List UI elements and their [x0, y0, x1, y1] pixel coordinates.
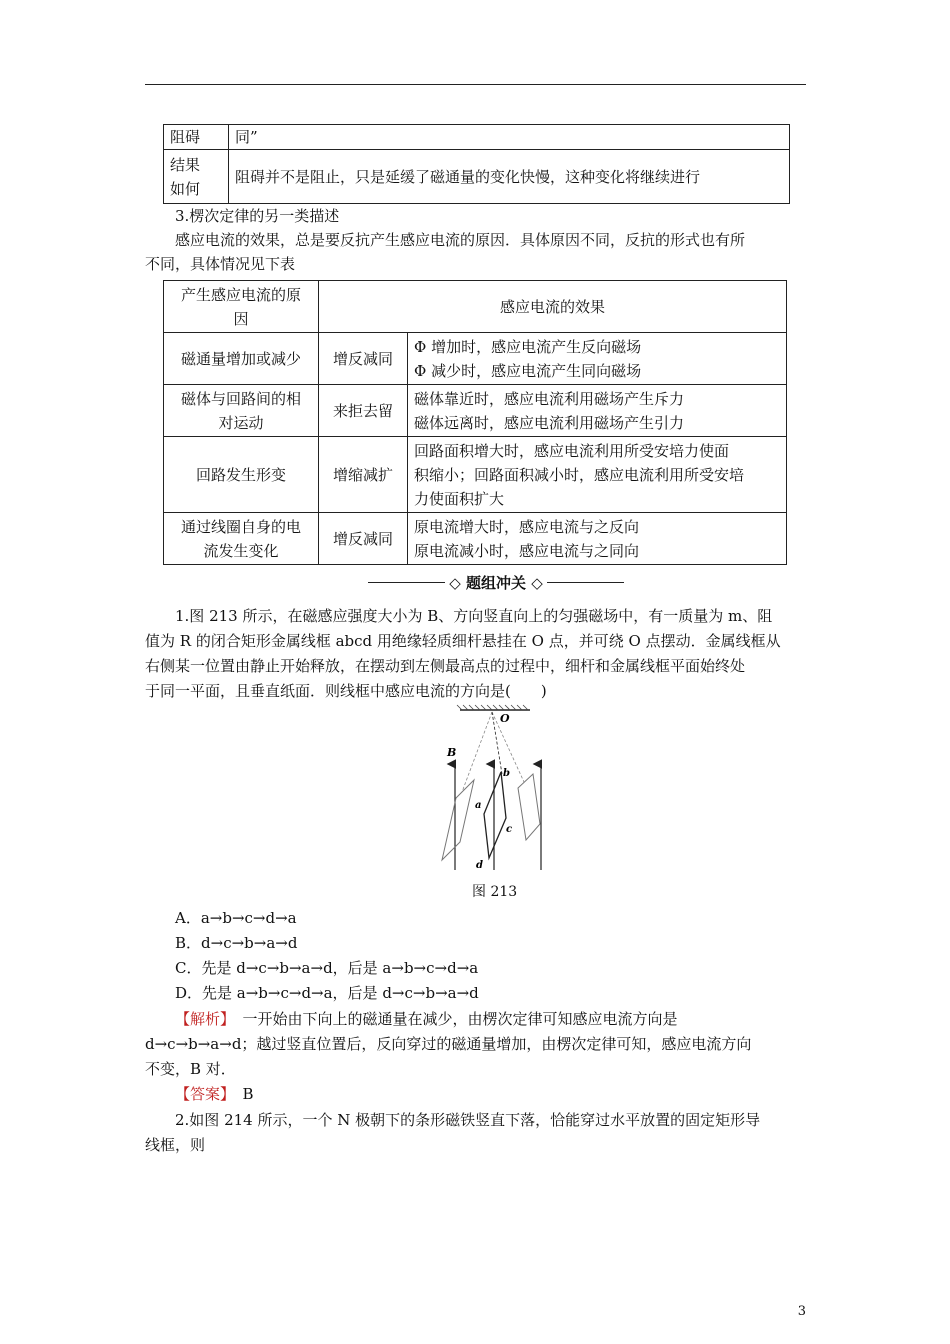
row-text-result: 阻碍并不是阻止，只是延缓了磁通量的变化快慢，这种变化将继续进行 [229, 150, 790, 204]
analysis [175, 1007, 678, 1031]
option-d: D．先是 a→b→c→d→a，后是 d→c→b→a→d [175, 984, 479, 1002]
effect-cell [408, 437, 787, 513]
header-rule [145, 84, 806, 85]
question-text: 值为 R 的闭合矩形金属线框 abcd 用绝缘轻质细杆悬挂在 O 点，并可绕 O 点摆动．金属线框从 [145, 632, 781, 650]
cell-line: 原电流减小时，感应电流与之同向 [414, 541, 640, 560]
cell-line: 磁体靠近时，感应电流利用磁场产生斥力 [414, 389, 685, 408]
banner-title: ◇ 题组冲关 ◇ [449, 573, 543, 592]
cell-line: 原电流增大时，感应电流与之反向 [414, 517, 640, 536]
section-title: 3.楞次定律的另一类描述 [175, 207, 340, 225]
cell-line: 对运动 [218, 413, 264, 432]
cause-cell [164, 385, 319, 437]
row-label-hinder: 阻碍 [164, 125, 229, 150]
label-d: d [476, 860, 483, 871]
rule-cell: 增反减同 [319, 513, 408, 565]
analysis-tag: 【解析】 [175, 1010, 228, 1028]
option-b: B．d→c→b→a→d [175, 934, 298, 952]
cause-cell: 磁通量增加或减少 [164, 333, 319, 385]
banner-rule-left [368, 582, 445, 583]
continued-table [163, 124, 790, 204]
analysis-text: 一开始由下向上的磁通量在减少，由楞次定律可知感应电流方向是 [227, 1010, 678, 1028]
cell-line: 因 [233, 309, 249, 328]
effect-cell [408, 513, 787, 565]
cell-line: 流发生变化 [203, 541, 279, 560]
section-intro: 感应电流的效果，总是要反抗产生感应电流的原因．具体原因不同，反抗的形式也有所 [175, 231, 746, 249]
rule-cell: 来拒去留 [319, 385, 408, 437]
label-a: a [475, 800, 482, 811]
question-text: 1.图 213 所示，在磁感应强度大小为 B、方向竖直向上的匀强磁场中，有一质量为 m、阻 [175, 607, 773, 625]
cell-line: 通过线圈自身的电 [180, 517, 301, 536]
banner-rule-right [547, 582, 624, 583]
answer [175, 1082, 254, 1106]
row-text-hinder: 同” [229, 125, 790, 150]
cell-line: 磁体远离时，感应电流利用磁场产生引力 [414, 413, 685, 432]
effects-table [163, 280, 787, 565]
label-b-field: B [447, 746, 457, 759]
label-line: 如何 [170, 179, 201, 198]
label-c: c [506, 824, 513, 835]
figure-caption: 图 213 [472, 884, 518, 900]
table-row [164, 385, 787, 437]
table-row [164, 513, 787, 565]
row-label-result [164, 150, 229, 204]
analysis-text: 不变，B 对． [145, 1060, 236, 1078]
cell-line: Φ 减少时，感应电流产生同向磁场 [414, 361, 642, 380]
page-number: 3 [797, 1304, 806, 1319]
table-row [164, 437, 787, 513]
question-text: 于同一平面，且垂直纸面．则线框中感应电流的方向是( ) [145, 682, 547, 700]
table-row [164, 333, 787, 385]
question-text: 右侧某一位置由静止开始释放，在摆动到左侧最高点的过程中，细杆和金属线框平面始终处 [145, 657, 746, 675]
cause-cell: 回路发生形变 [164, 437, 319, 513]
question-text: 线框，则 [145, 1136, 206, 1154]
header-cause [164, 281, 319, 333]
option-c: C．先是 d→c→b→a→d，后是 a→b→c→d→a [175, 959, 479, 977]
cell-line: 回路面积增大时，感应电流利用所受安培力使面 [414, 441, 730, 460]
rule-cell: 增反减同 [319, 333, 408, 385]
analysis-text: d→c→b→a→d；越过竖直位置后，反向穿过的磁通量增加，由楞次定律可知，感应电流方向 [145, 1035, 752, 1053]
cause-cell [164, 513, 319, 565]
rule-cell: 增缩减扩 [319, 437, 408, 513]
cell-line: 产生感应电流的原 [180, 285, 301, 304]
cell-line: 力使面积扩大 [414, 489, 505, 508]
answer-value: B [227, 1085, 254, 1103]
section-banner [368, 570, 624, 594]
pendulum-figure [430, 704, 560, 876]
option-a: A．a→b→c→d→a [175, 909, 297, 927]
header-effect: 感应电流的效果 [319, 281, 787, 333]
effect-cell [408, 385, 787, 437]
cell-line: Φ 增加时，感应电流产生反向磁场 [414, 337, 642, 356]
cell-line: 积缩小；回路面积减小时，感应电流利用所受安培 [414, 465, 745, 484]
question-text: 2.如图 214 所示，一个 N 极朝下的条形磁铁竖直下落，恰能穿过水平放置的固定矩形导 [175, 1111, 761, 1129]
section-intro: 不同，具体情况见下表 [145, 255, 296, 273]
label-line: 结果 [170, 155, 201, 174]
effect-cell [408, 333, 787, 385]
label-o: O [500, 712, 510, 725]
cell-line: 磁体与回路间的相 [180, 389, 301, 408]
label-b: b [503, 768, 510, 779]
answer-tag: 【答案】 [175, 1085, 228, 1103]
